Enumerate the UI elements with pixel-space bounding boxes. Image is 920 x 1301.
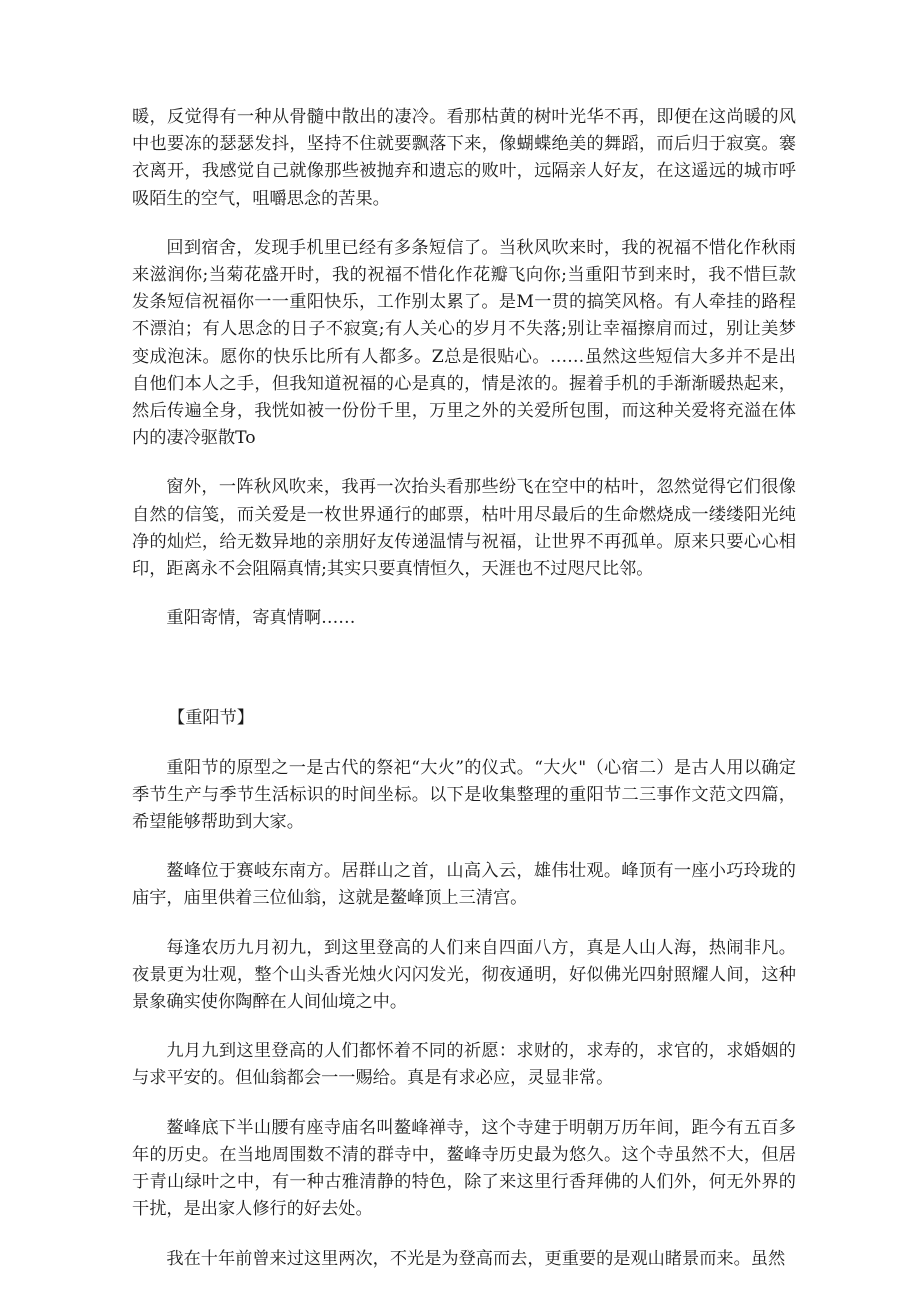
- document-page: [132, 104, 796, 1295]
- section-heading: 【重阳节】: [168, 708, 254, 729]
- paragraph-autumn-chill: 暖，反觉得有一种从骨髓中散出的凄冷。看那枯黄的树叶光华不再，即便在这尚暖的风中也要冻的瑟瑟发抖，坚持不住就要飘落下来，像蝴蝶绝美的舞蹈，而后归于寂寞。褰衣离开，我感觉自己就像那些被抛弃和遗忘的败叶，远隔亲人好友，在这遥远的城市呼吸陌生的空气，咀嚼思念的苦果。: [132, 107, 796, 209]
- paragraph-wishes: 九月九到这里登高的人们都怀着不同的祈愿：求财的，求寿的，求官的，求婚姻的与求平安的。但仙翁都会一一赐给。真是有求必应，灵显非常。: [132, 1041, 796, 1089]
- section-gap: [132, 654, 796, 705]
- paragraph-intro: 重阳节的原型之一是古代的祭祀“大火”的仪式。“大火"（心宿二）是古人用以确定季节生产与季节生活标识的时间坐标。以下是收集整理的重阳节二三事作文范文四篇，希望能够帮助到大家。: [132, 757, 796, 833]
- paragraph-aofeng-location: 鳌峰位于赛岐东南方。居群山之首，山高入云，雄伟壮观。峰顶有一座小巧玲珑的庙宇，庙里供着三位仙翁，这就是鳌峰顶上三清宫。: [132, 861, 796, 909]
- paragraph-ten-years-ago: 我在十年前曾来过这里两次，不光是为登高而去，更重要的是观山睹景而来。虽然: [166, 1248, 786, 1269]
- paragraph-temple-history: 鳌峰底下半山腰有座寺庙名叫鳌峰禅寺，这个寺建于明朝万历年间，距今有五百多年的历史。在当地周围数不清的群寺中，鳌峰寺历史最为悠久。这个寺虽然不大，但居于青山绿叶之中，有一种古雅清静的特色，除了来这里行香拜佛的人们外，何无外界的干扰，是出家人修行的好去处。: [132, 1117, 796, 1220]
- paragraph-closing-line: 重阳寄情，寄真情啊……: [166, 608, 356, 629]
- paragraph-window-leaves: 窗外，一阵秋风吹来，我再一次抬头看那些纷飞在空中的枯叶，忽然觉得它们很像自然的信笺，而关爱是一枚世界通行的邮票，枯叶用尽最后的生命燃烧成一缕缕阳光纯净的灿烂，给无数异地的亲朋好友传递温情与祝福，让世界不再孤单。原来只要心心相印，距离永不会阻隔真情;其实只要真情恒久，天涯也不过咫尺比邻。: [132, 477, 796, 580]
- paragraph-festival-crowds: 每逢农历九月初九，到这里登高的人们来自四面八方，真是人山人海，热闹非凡。夜景更为壮观，整个山头香光烛火闪闪发光，彻夜通明，好似佛光四射照耀人间，这种景象确实使你陶醉在人间仙境之中。: [132, 937, 796, 1013]
- paragraph-text-messages: 回到宿舍，发现手机里已经有多条短信了。当秋风吹来时，我的祝福不惜化作秋雨来滋润你;当菊花盛开时，我的祝福不惜化作花瓣飞向你;当重阳节到来时，我不惜巨款发条短信祝福你一一重阳快乐，工作别太累了。是M一贯的搞笑风格。有人牵挂的路程不漂泊；有人思念的日子不寂寞;有人关心的岁月不失落;别让幸福擦肩而过，别让美梦变成泡沫。愿你的快乐比所有人都多。Z总是很贴心。……虽然这些短信大多并不是出自他们本人之手，但我知道祝福的心是真的，情是浓的。握着手机的手渐渐暖热起来，然后传遍全身，我恍如被一份份千里，万里之外的关爱所包围，而这种关爱将充溢在体内的凄冷驱散To: [132, 237, 796, 449]
